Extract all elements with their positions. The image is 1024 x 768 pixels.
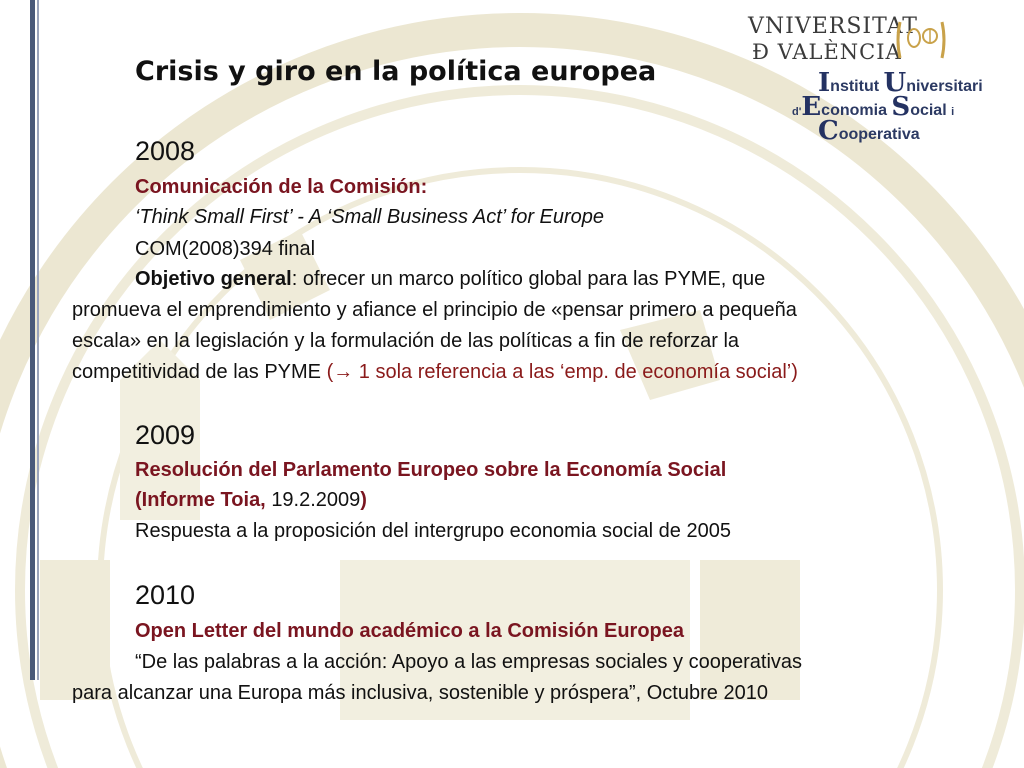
heading-2010: Open Letter del mundo académico a la Comisión Europea	[135, 620, 685, 642]
university-logo	[748, 8, 1004, 146]
left-accent-bar-thin	[37, 0, 39, 680]
year-2010: 2010	[135, 580, 196, 610]
note-2009: Respuesta a la proposición del intergrupo economia social de 2005	[135, 520, 731, 542]
heading-2009: Resolución del Parlamento Europeo sobre la Economía Social	[135, 459, 727, 481]
institute-name-line3: Cooperativa	[818, 116, 920, 146]
university-name-line1: VNIVERSITAT	[748, 14, 918, 39]
slide-title: Crisis y giro en la política europea	[135, 56, 657, 87]
objective-line1: Objetivo general: ofrecer un marco político global para las PYME, que	[135, 268, 766, 290]
year-2009: 2009	[135, 420, 196, 450]
objective-line4: competitividad de las PYME (→ 1 sola referencia a las ‘emp. de economía social’)	[72, 361, 798, 383]
institute-name-line1: Institut Universitari	[818, 68, 983, 98]
left-accent-bar	[30, 0, 35, 680]
objective-line2: promueva el emprendimiento y afiance el principio de «pensar primero a pequeña	[72, 299, 797, 321]
university-name-line2: Ð VALÈNCIA	[752, 40, 902, 64]
doc-title-2008: ‘Think Small First’ - A ‘Small Business Act’ for Europe	[135, 206, 605, 228]
heading-2008: Comunicación de la Comisión:	[135, 176, 428, 198]
quote-line1-2010: “De las palabras a la acción: Apoyo a las empresas sociales y cooperativas	[135, 651, 803, 673]
heading2-2009: (Informe Toia, 19.2.2009)	[135, 489, 367, 511]
doc-ref-2008: COM(2008)394 final	[135, 238, 316, 260]
university-emblem-icon	[894, 18, 948, 62]
objective-line3: escala» en la legislación y la formulación de las políticas a fin de reforzar la	[72, 330, 740, 352]
year-2008: 2008	[135, 136, 196, 166]
quote-line2-2010: para alcanzar una Europa más inclusiva, sostenible y próspera”, Octubre 2010	[72, 682, 768, 704]
institute-name-line2: d'Economia Social i	[792, 92, 955, 122]
